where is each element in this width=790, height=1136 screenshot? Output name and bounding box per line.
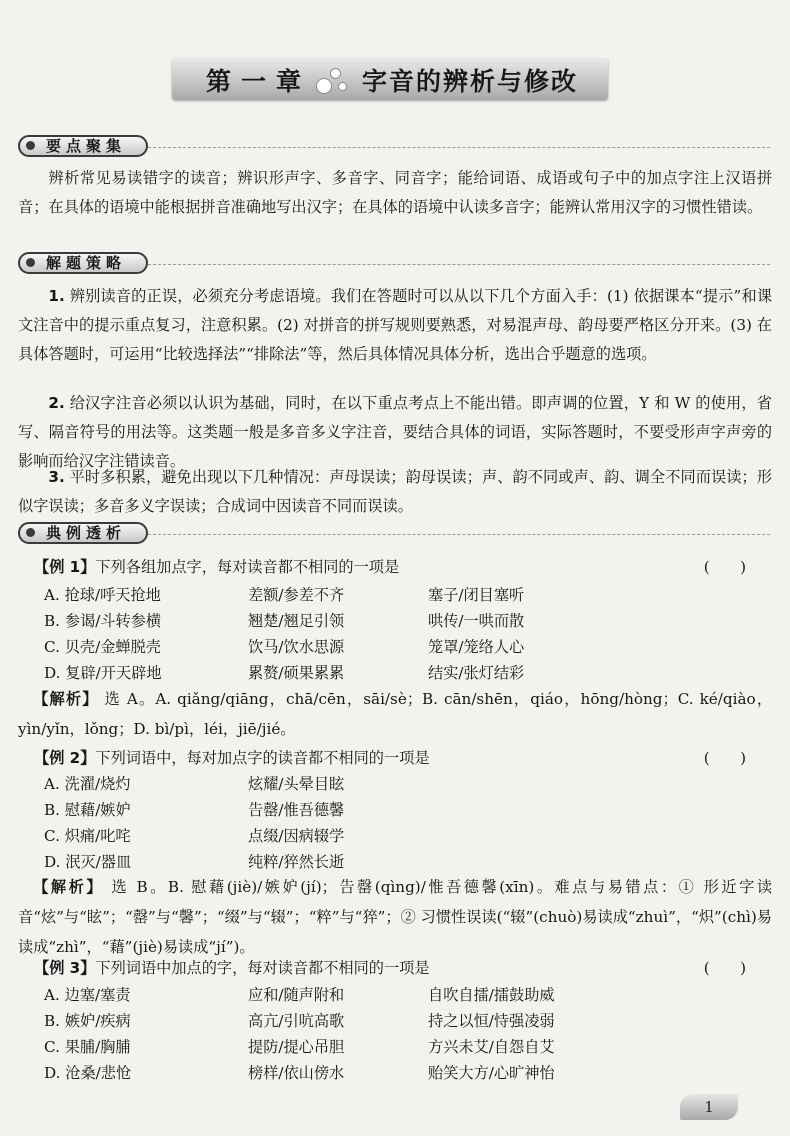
section-divider — [148, 147, 770, 148]
section-examples: 典例透析 — [18, 522, 148, 544]
example-3-option-a1: A. 边塞/塞责 — [44, 986, 131, 1004]
chapter-title: 字音的辨析与修改 — [362, 67, 579, 96]
example-3-option-c2: 提防/提心吊胆 — [248, 1038, 345, 1056]
example-1-option-b1: B. 参谒/斗转参横 — [44, 612, 162, 630]
bubbles-ornament-icon — [310, 62, 350, 96]
example-1-option-c2: 饮马/饮水思源 — [248, 638, 345, 656]
example-1-option-b2: 翘楚/翘足引领 — [248, 612, 345, 630]
section-strategy: 解题策略 — [18, 252, 148, 274]
section-divider — [148, 264, 770, 265]
example-2-option-b1: B. 慰藉/嫉妒 — [44, 801, 131, 819]
example-2-option-a2: 炫耀/头晕目眩 — [248, 775, 345, 793]
answer-blank: ( ) — [703, 749, 746, 767]
example-3-option-c1: C. 果脯/胸脯 — [44, 1038, 131, 1056]
example-3-option-d1: D. 沧桑/悲怆 — [44, 1064, 132, 1082]
example-3-option-c3: 方兴未艾/自怨自艾 — [428, 1038, 555, 1056]
example-3-option-b1: B. 嫉妒/疾病 — [44, 1012, 131, 1030]
example-3-option-b2: 高亢/引吭高歌 — [248, 1012, 345, 1030]
example-2-option-d2: 纯粹/猝然长逝 — [248, 853, 345, 871]
example-1-question: 【例 1】下列各组加点字，每对读音都不相同的一项是 ( ) — [34, 555, 746, 579]
section-key-points: 要点聚集 — [18, 135, 148, 157]
example-1-option-b3: 哄传/一哄而散 — [428, 612, 525, 630]
example-3-option-a3: 自吹自擂/擂鼓助威 — [428, 986, 555, 1004]
example-1-option-a3: 塞子/闭目塞听 — [428, 586, 525, 604]
example-2-question: 【例 2】下列词语中，每对加点字的读音都不相同的一项是 ( ) — [34, 746, 746, 770]
example-2-option-c1: C. 炽痛/叱咤 — [44, 827, 131, 845]
strategy-item-3: 3. 平时多积累，避免出现以下几种情况：声母误读；韵母误读；声、韵不同或声、韵、调全不同而误读；形似字误读；多音多义字误读；合成词中因读音不同而误读。 — [18, 468, 773, 515]
example-2-option-d1: D. 泯灭/器皿 — [44, 853, 132, 871]
page-number: 1 — [680, 1094, 738, 1120]
example-3-option-d3: 贻笑大方/心旷神怡 — [428, 1064, 555, 1082]
example-1-option-a2: 差额/参差不齐 — [248, 586, 345, 604]
example-2-option-b2: 告罄/惟吾德馨 — [248, 801, 345, 819]
example-1-option-d3: 结实/张灯结彩 — [428, 664, 525, 682]
example-1-option-d2: 累赘/硕果累累 — [248, 664, 345, 682]
chapter-banner — [172, 58, 608, 100]
example-2-analysis: 【解析】 选 B。B. 慰藉(jiè)/嫉妒(jí)；告罄(qìng)/惟吾德馨(xīn)。难点与易错点：① 形近字读音“炫”与“眩”；“罄”与“馨”；“缀”与“辍”；“粹”与“猝”；② 习惯性误读(“辍”(chuò)易读成“zhuì”，“炽”(chì)易读成“zhì”，“藉”(jiè)易读成“jí”)。 — [18, 878, 773, 956]
example-1-option-c3: 笼罩/笼络人心 — [428, 638, 525, 656]
key-points-text: 辨析常见易读错字的读音；辨识形声字、多音字、同音字；能给词语、成语或句子中的加点字注上汉语拼音；在具体的语境中能根据拼音准确地写出汉字；在具体的语境中认读多音字；能辨认常用汉字的习惯性错读。 — [18, 169, 772, 216]
example-2-option-a1: A. 洗濯/烧灼 — [44, 775, 131, 793]
answer-blank: ( ) — [703, 959, 746, 977]
chapter-number: 第一章 — [206, 67, 312, 96]
example-1-option-a1: A. 抢球/呼天抢地 — [44, 586, 161, 604]
example-1-option-c1: C. 贝壳/金蝉脱壳 — [44, 638, 161, 656]
example-1-option-d1: D. 复辟/开天辟地 — [44, 664, 162, 682]
example-2-option-c2: 点缀/因病辍学 — [248, 827, 345, 845]
example-3-option-b3: 持之以恒/恃强凌弱 — [428, 1012, 555, 1030]
answer-blank: ( ) — [703, 558, 746, 576]
strategy-item-1: 1. 辨别读音的正误，必须充分考虑语境。我们在答题时可以从以下几个方面入手：(1) 依据课本“提示”和课文注音中的提示重点复习，注意积累。(2) 对拼音的拼写规则要熟悉，对易混声母、韵母要严格区分开来。(3) 在具体答题时，可运用“比较选择法”“排除法”等，然后具体情况具体分析，选出合乎题意的选项。 — [18, 287, 773, 363]
strategy-item-2: 2. 给汉字注音必须以认识为基础，同时，在以下重点考点上不能出错。即声调的位置，Y 和 W 的使用，省写、隔音符号的用法等。这类题一般是多音多义字注音，要结合具体的词语，实际答题时，不要受形声字声旁的影响而给汉字注错读音。 — [18, 394, 772, 470]
example-3-option-d2: 榜样/依山傍水 — [248, 1064, 345, 1082]
section-divider — [148, 534, 770, 535]
example-1-analysis: 【解析】 选 A。A. qiǎng/qiāng，chā/cēn，sāi/sè；B. cān/shēn，qiáo，hōng/hòng；C. ké/qiào，yìn/yǐn，lǒng；D. bì/pì，léi，jiē/jié。 — [18, 690, 773, 738]
example-3-question: 【例 3】下列词语中加点的字，每对读音都不相同的一项是 ( ) — [34, 956, 746, 980]
example-3-option-a2: 应和/随声附和 — [248, 986, 345, 1004]
